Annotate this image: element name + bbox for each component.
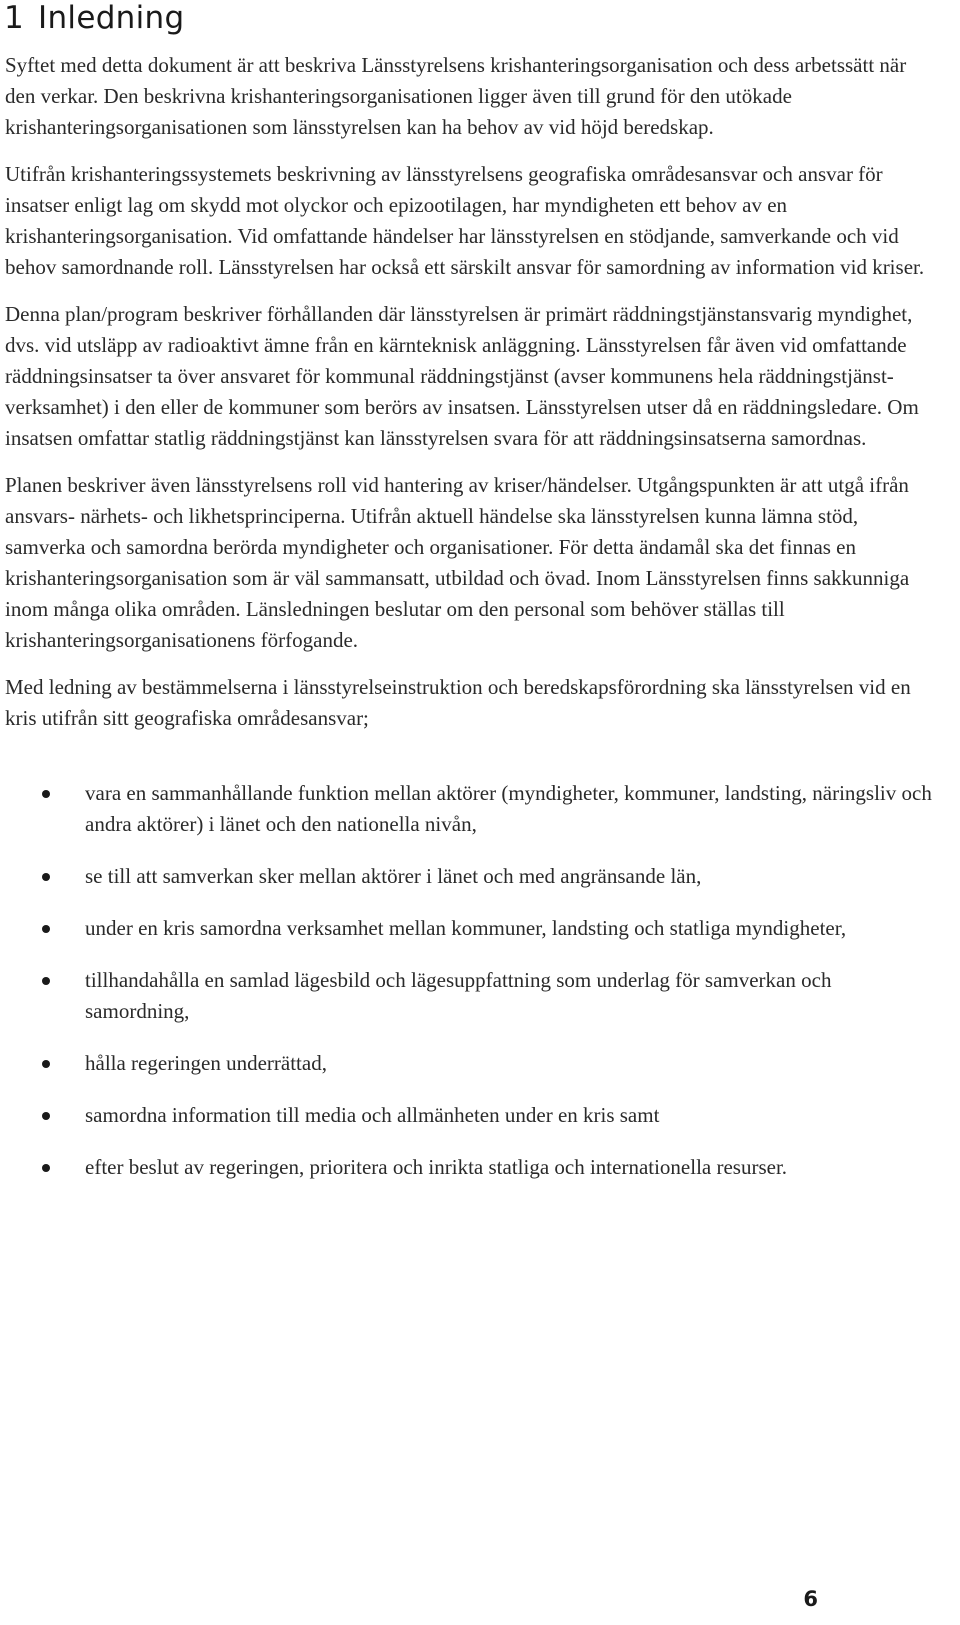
section-number: 1 (4, 0, 25, 36)
bullet-icon (42, 790, 50, 798)
section-title: Inledning (38, 0, 185, 36)
list-item (5, 778, 940, 840)
paragraph-5: Med ledning av bestämmelserna i länsstyrelseinstruktion och beredskapsförordning ska länsstyrelsen vid en kris utifrån sitt geografiska områdesansvar; (5, 675, 911, 730)
bullet-icon (42, 977, 50, 985)
list-item (5, 861, 940, 892)
list-item-text: efter beslut av regeringen, prioritera och inrikta statliga och internationella resurser. (85, 1155, 788, 1179)
paragraph-1: Syftet med detta dokument är att beskriva Länsstyrelsens krishanteringsorganisation och dess arbetssätt när den verkar. Den beskrivna krishanteringsorganisationen ligger även till grund för den utökade krishanteringsorganisationen som länsstyrelsen kan ha behov av vid höjd beredskap. (5, 53, 907, 139)
list-item-text: samordna information till media och allmänheten under en kris samt (85, 1103, 660, 1127)
list-item (5, 1048, 940, 1079)
body-text (5, 50, 940, 1204)
list-item-text: tillhandahålla en samlad lägesbild och lägesuppfattning som underlag för samverkan och samordning, (85, 968, 832, 1023)
list-item-text: vara en sammanhållande funktion mellan aktörer (myndigheter, kommuner, landsting, näringsliv och andra aktörer) i länet och den nationella nivån, (85, 781, 932, 836)
bullet-icon (42, 1164, 50, 1172)
paragraph-2: Utifrån krishanteringssystemets beskrivning av länsstyrelsens geografiska områdesansvar och ansvar för insatser enligt lag om skydd mot olyckor och epizootilagen, har myndigheten ett behov av en krishanteringsorganisation. Vid omfattande händelser har länsstyrelsen en stödjande, samverkande och vid behov samordnande roll. Länsstyrelsen har också ett särskilt ansvar för samordning av information vid kriser. (5, 162, 925, 279)
bullet-icon (42, 925, 50, 933)
page-number: 6 (803, 1587, 818, 1611)
bullet-icon (42, 1112, 50, 1120)
list-item (5, 913, 940, 944)
bullet-icon (42, 873, 50, 881)
list-item (5, 965, 940, 1027)
list-item (5, 1152, 940, 1183)
responsibility-list (5, 778, 940, 1183)
list-item-text: hålla regeringen underrättad, (85, 1051, 327, 1075)
list-item (5, 1100, 940, 1131)
list-item-text: under en kris samordna verksamhet mellan kommuner, landsting och statliga myndigheter, (85, 916, 847, 940)
paragraph-4: Planen beskriver även länsstyrelsens roll vid hantering av kriser/händelser. Utgångspunkten är att utgå ifrån ansvars- närhets- och likhetsprinciperna. Utifrån aktuell händelse ska länsstyrelsen kunna lämna stöd, samverka och samordna berörda myndigheter och organisationer. För detta ändamål ska det finnas en krishanteringsorganisation som är väl sammansatt, utbildad och övad. Inom Länsstyrelsen finns sakkunniga inom många olika områden. Länsledningen beslutar om den personal som behöver ställas till krishanteringsorganisationens förfogande. (5, 473, 910, 652)
section-heading (4, 0, 184, 36)
list-item-text: se till att samverkan sker mellan aktörer i länet och med angränsande län, (85, 864, 702, 888)
paragraph-3: Denna plan/program beskriver förhållanden där länsstyrelsen är primärt räddningstjänstansvarig myndighet, dvs. vid utsläpp av radioaktivt ämne från en kärnteknisk anläggning. Länsstyrelsen får även vid omfattande räddningsinsatser ta över ansvaret för kommunal räddningstjänst (avser kommunens hela räddningstjänst- verksamhet) i den eller de kommuner som berörs av insatsen. Länsstyrelsen utser då en räddningsledare. Om insatsen omfattar statlig räddningstjänst kan länsstyrelsen svara för att räddningsinsatserna samordnas. (5, 302, 919, 450)
bullet-icon (42, 1060, 50, 1068)
